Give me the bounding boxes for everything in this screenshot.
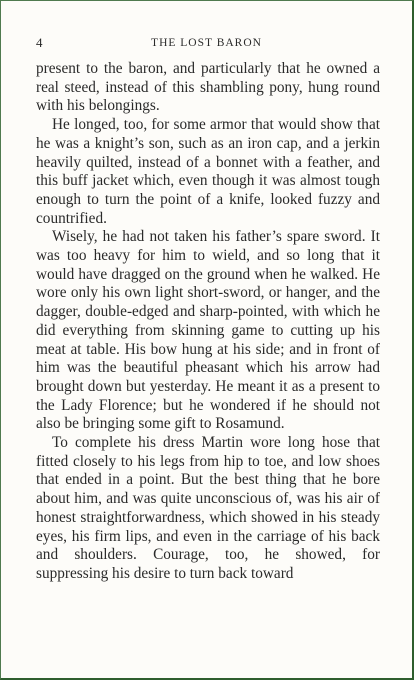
paragraph-sword: Wisely, he had not taken his father’s spare sword. It was too heavy for him to wield, and so long that it would have dragged on the ground when he walked. He wore only his own light short-sword, or hanger, and the dagger, double-edged and sharp-pointed, with which he did everything from skinning game to cutting up his meat at table. His bow hung at his side; and in front of him was the beautiful pheasant which his arrow had brought down but yesterday. He meant it as a present to the Lady Florence; but he wondered if he should not also be bringing some gift to Rosamund.	[36, 228, 380, 433]
running-title: THE LOST BARON	[151, 37, 262, 49]
paragraph-continued: present to the baron, and particularly that he owned a real steed, instead of this shambling pony, hung round with his belongings.	[36, 60, 380, 115]
paragraph-dress: To complete his dress Martin wore long hose that fitted closely to his legs from hip to toe, and low shoes that ended in a point. But the best thing that he bore about him, and was quite unconscious of, was his air of honest straightforwardness, which showed in his steady eyes, his firm lips, and even in the carriage of his back and shoulders. Courage, too, he showed, for suppressing his desire to turn back toward	[36, 434, 380, 582]
page-number: 4	[36, 35, 43, 50]
running-head	[36, 34, 377, 52]
paragraph-armor: He longed, too, for some armor that would show that he was a knight’s son, such as an iron cap, and a jerkin heavily quilted, instead of a bonnet with a feather, and this buff jacket which, even though it was almost tough enough to turn the point of a knife, looked fuzzy and countrified.	[36, 116, 380, 227]
body-text	[36, 60, 380, 584]
